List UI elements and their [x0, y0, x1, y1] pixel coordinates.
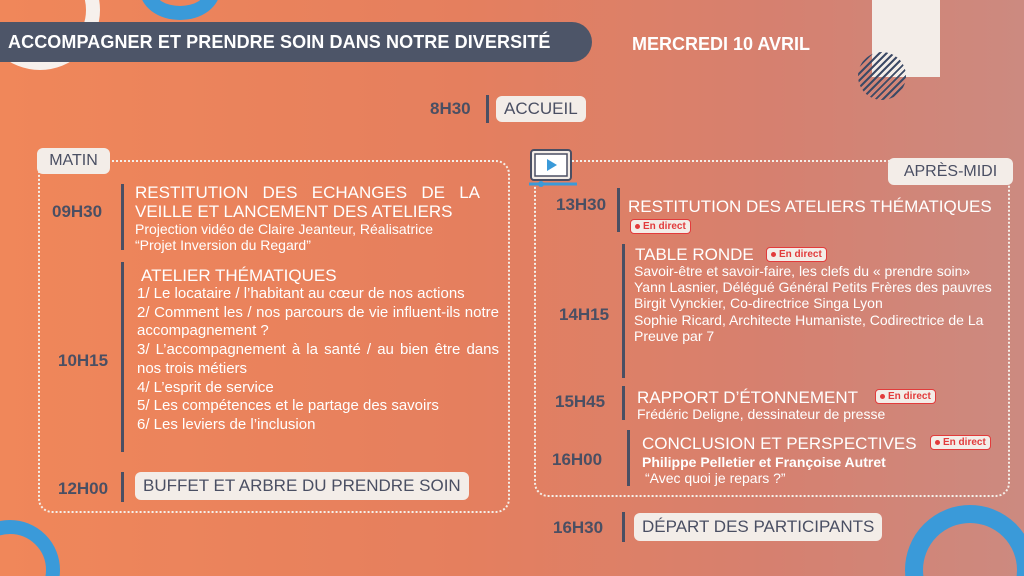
afternoon-label: APRÈS-MIDI [888, 158, 1013, 185]
page-title: ACCOMPAGNER ET PRENDRE SOIN DANS NOTRE DIVERSITÉ [8, 31, 551, 52]
session-time: 16H00 [552, 450, 603, 469]
session-title: CONCLUSION ET PERSPECTIVES [642, 434, 917, 453]
session-time: 14H15 [559, 305, 610, 324]
round-table-subtitle: Savoir-être et savoir-faire, les clefs du « prendre soin» [634, 263, 971, 279]
session-time: 15H45 [555, 392, 606, 411]
session-time: 16H30 [553, 518, 604, 537]
live-dot-icon [635, 224, 640, 229]
divider [627, 430, 630, 486]
list-item: 1/ Le locataire / l’habitant au cœur de nos actions [137, 285, 465, 302]
event-date: MERCREDI 10 AVRIL [632, 34, 811, 54]
session-time: 12H00 [58, 479, 109, 498]
live-badge: En direct [766, 247, 827, 262]
workshop-list [137, 285, 499, 435]
divider [121, 262, 124, 452]
decor-ring-bottom-right [905, 505, 1024, 576]
list-item: 6/ Les leviers de l’inclusion [137, 415, 316, 433]
session-detail: Projection vidéo de Claire Jeanteur, Réalisatrice [135, 221, 434, 237]
session-detail: “Projet Inversion du Regard” [135, 237, 311, 253]
divider [622, 512, 625, 542]
list-item: 4/ L’esprit de service [137, 378, 274, 396]
session-title: RESTITUTION DES ECHANGES DE LA VEILLE ET LANCEMENT DES ATELIERS [135, 183, 480, 221]
welcome-time: 8H30 [430, 99, 471, 118]
decor-hatched-disc [858, 52, 906, 100]
live-dot-icon [935, 440, 940, 445]
live-badge: En direct [630, 219, 691, 234]
buffet-label: BUFFET ET ARBRE DU PRENDRE SOIN [135, 472, 469, 500]
live-badge: En direct [930, 435, 991, 450]
session-detail: Frédéric Deligne, dessinateur de presse [637, 406, 886, 422]
round-table-details [634, 263, 1006, 344]
divider [121, 472, 124, 502]
morning-label: MATIN [37, 148, 110, 174]
session-detail: “Avec quoi je repars ?” [645, 470, 786, 486]
session-title: ATELIER THÉMATIQUES [141, 266, 337, 285]
title-banner [0, 22, 592, 62]
session-time: 13H30 [556, 195, 607, 214]
speaker: Sophie Ricard, Architecte Humaniste, Codirectrice de La Preuve par 7 [634, 311, 984, 344]
departure-label: DÉPART DES PARTICIPANTS [634, 513, 882, 541]
live-badge: En direct [875, 389, 936, 404]
speaker: Yann Lasnier, Délégué Général Petits Frères des pauvres [634, 279, 992, 296]
session-title: RAPPORT D’ÉTONNEMENT [637, 388, 859, 407]
session-time: 09H30 [52, 202, 103, 221]
divider [486, 95, 489, 123]
list-item: 5/ Les compétences et le partage des savoirs [137, 397, 439, 415]
divider [617, 188, 620, 232]
decor-ring-bottom-left [0, 520, 60, 576]
live-dot-icon [771, 252, 776, 257]
list-item: 2/ Comment les / nos parcours de vie influent-ils notre accompagnement ? [137, 303, 499, 340]
video-play-icon [527, 148, 583, 188]
divider [121, 184, 124, 250]
decor-arc-top [140, 0, 220, 20]
session-detail: Philippe Pelletier et Françoise Autret [642, 454, 886, 470]
list-item: 3/ L’accompagnement à la santé / au bien être dans nos trois métiers [137, 341, 499, 377]
welcome-label: ACCUEIL [496, 96, 586, 122]
divider [622, 244, 625, 378]
session-title: TABLE RONDE [635, 245, 754, 264]
divider [622, 386, 625, 420]
session-time: 10H15 [58, 351, 109, 370]
live-dot-icon [880, 394, 885, 399]
speaker: Birgit Vynckier, Co-directrice Singa Lyon [634, 295, 883, 312]
session-title: RESTITUTION DES ATELIERS THÉMATIQUES [628, 197, 992, 216]
